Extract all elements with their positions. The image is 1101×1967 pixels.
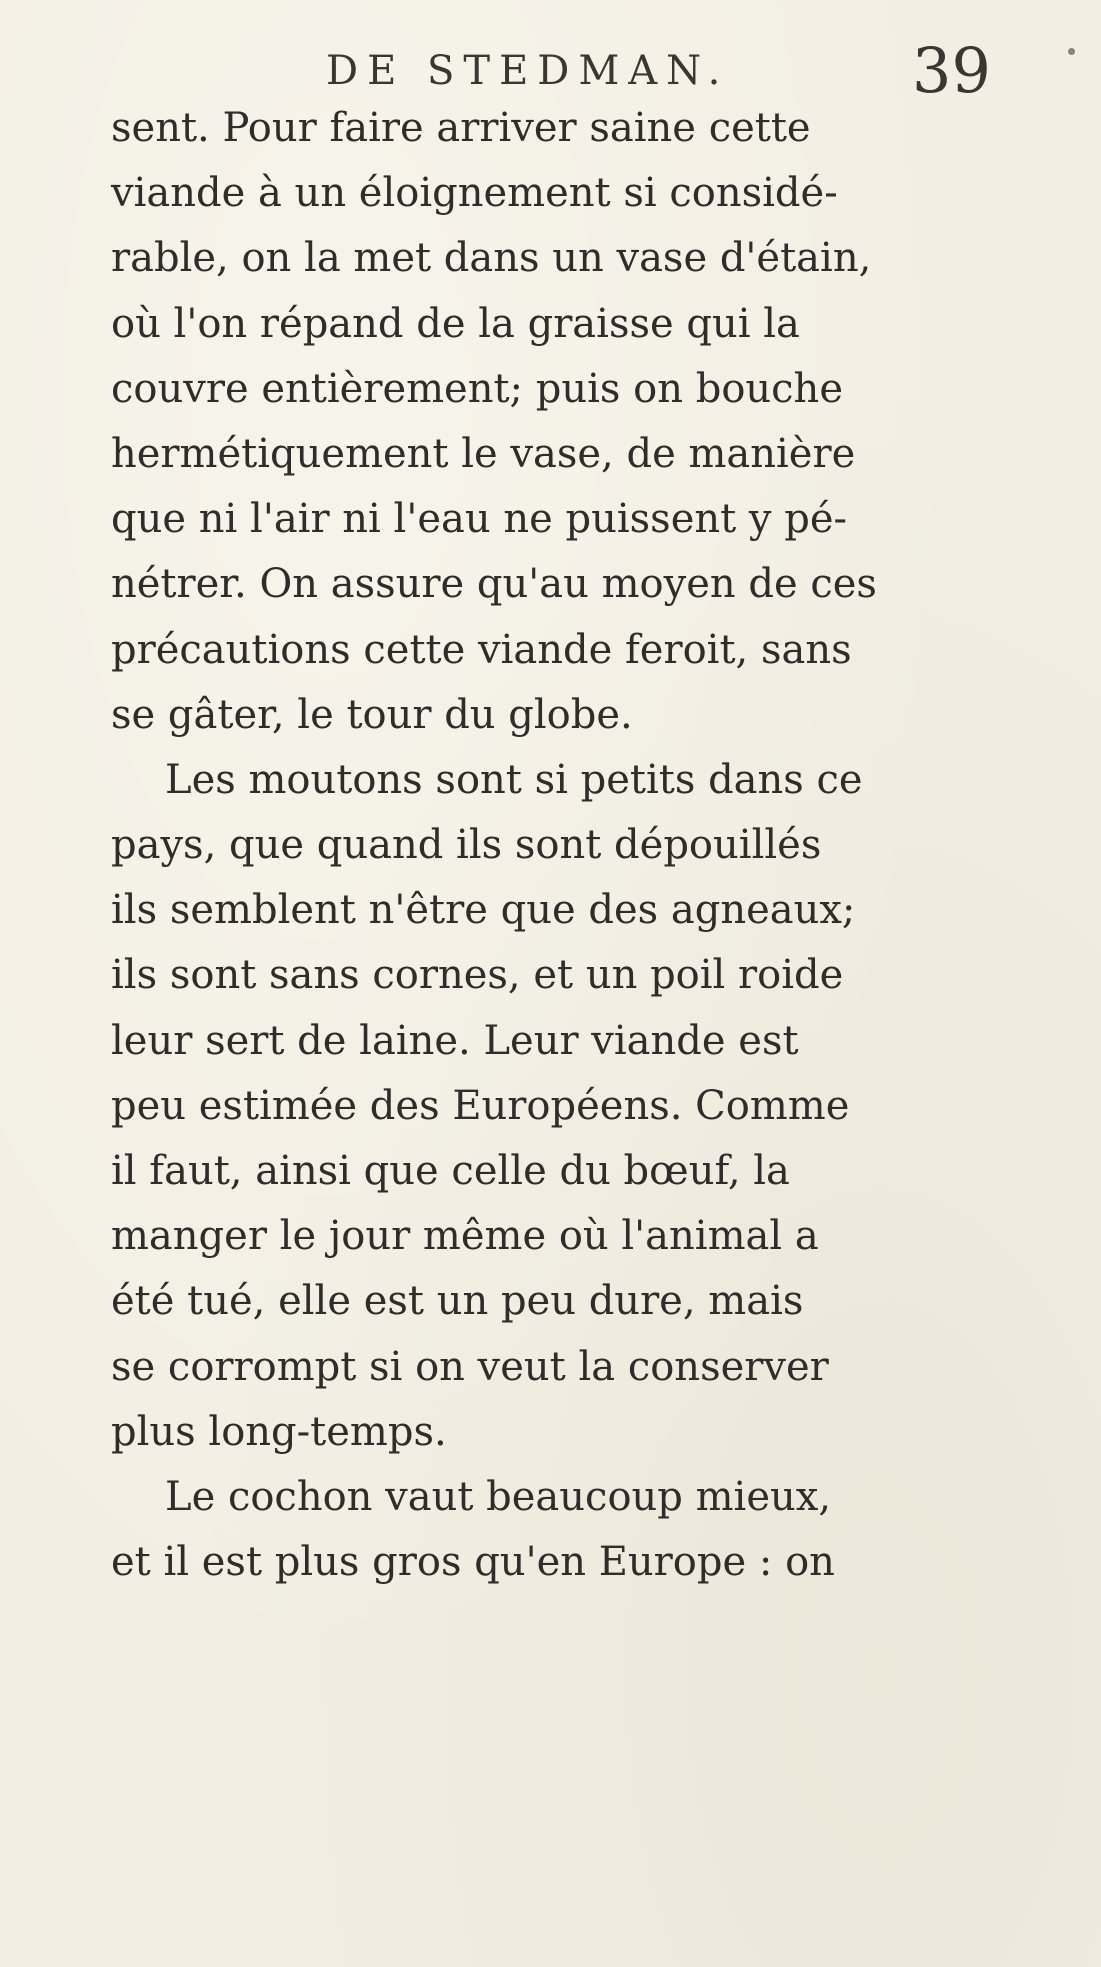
text-line-13: ils semblent n'être que des agneaux;	[111, 887, 856, 934]
text-line-17: il faut, ainsi que celle du bœuf, la	[111, 1148, 790, 1194]
text-line-10: se gâter, le tour du globe.	[111, 691, 633, 738]
text-line-14: ils sont sans cornes, et un poil roide	[111, 952, 844, 999]
text-line-7: que ni l'air ni l'eau ne puissent y pé-	[111, 496, 848, 543]
paragraph-start-line: Le cochon vaut beaucoup mieux,	[165, 1473, 832, 1520]
text-line-6: hermétiquement le vase, de manière	[111, 430, 856, 477]
text-line-12: pays, que quand ils sont dépouillés	[111, 822, 822, 869]
text-line-19: été tué, elle est un peu dure, mais	[111, 1278, 804, 1325]
text-line-16: peu estimée des Européens. Comme	[111, 1082, 850, 1129]
page-number: 39	[912, 34, 991, 107]
text-line-21: plus long-temps.	[111, 1408, 447, 1455]
text-line-4: où l'on répand de la graisse qui la	[111, 300, 800, 347]
text-line-8: nétrer. On assure qu'au moyen de ces	[111, 561, 877, 608]
text-line-5: couvre entièrement; puis on bouche	[111, 365, 843, 412]
text-line-2: viande à un éloignement si considé-	[111, 170, 838, 217]
text-line-3: rable, on la met dans un vase d'étain,	[111, 235, 872, 282]
text-line-23: et il est plus gros qu'en Europe : on	[111, 1539, 835, 1586]
paragraph-start-line: Les moutons sont si petits dans ce	[165, 756, 863, 803]
text-line-15: leur sert de laine. Leur viande est	[111, 1017, 799, 1064]
text-line-18: manger le jour même où l'animal a	[111, 1213, 819, 1260]
text-line-9: précautions cette viande feroit, sans	[111, 626, 852, 673]
text-line-20: se corrompt si on veut la conserver	[111, 1343, 829, 1390]
body-text	[111, 96, 991, 1595]
running-head: DE STEDMAN.	[326, 48, 730, 94]
text-line-1: sent. Pour faire arriver saine cette	[111, 105, 811, 151]
paper-speck	[1068, 48, 1075, 55]
